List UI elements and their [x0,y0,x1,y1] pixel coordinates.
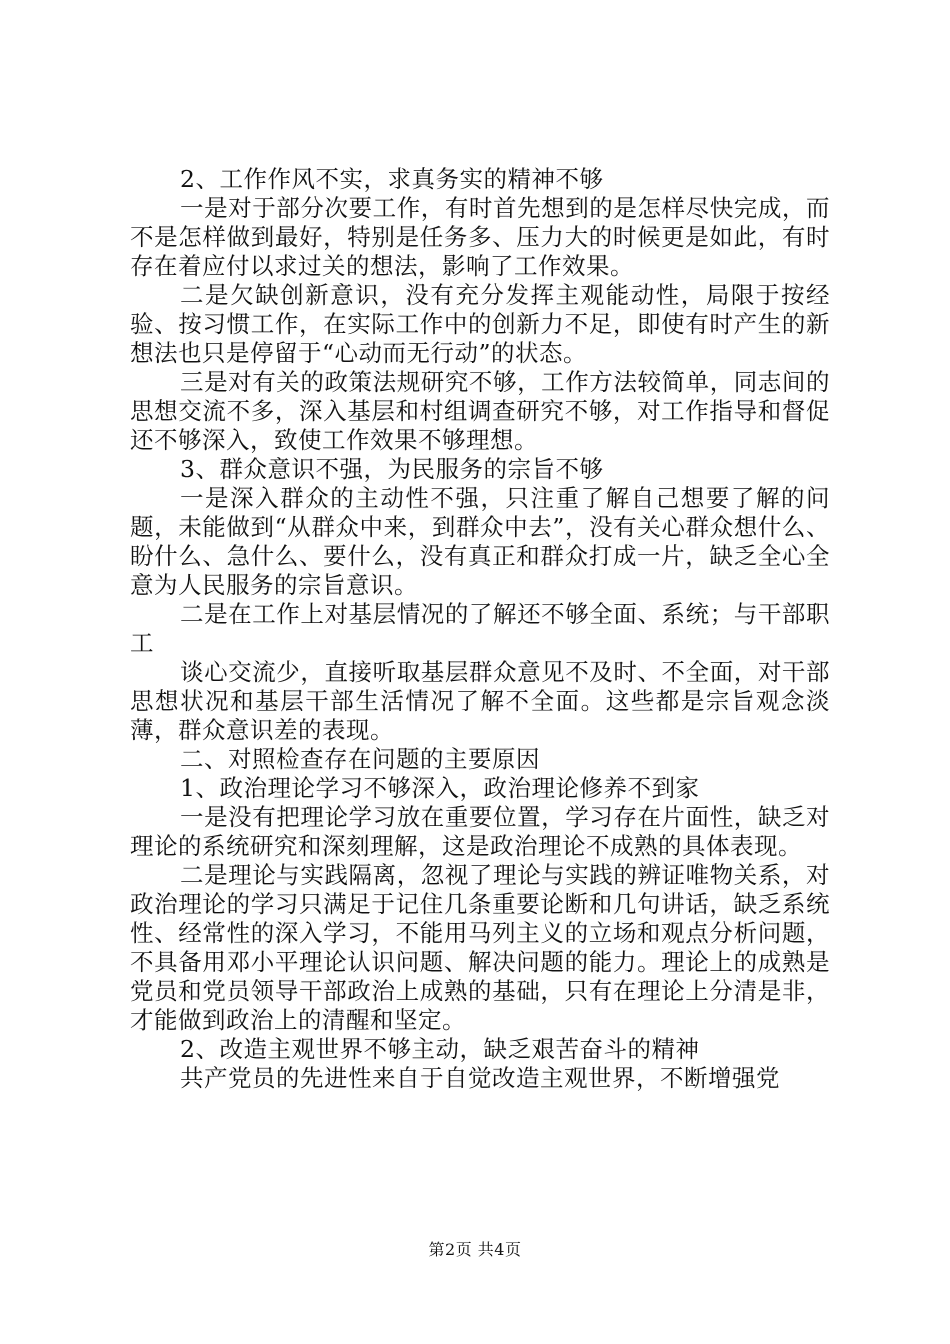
page-number: 第2页 共4页 [428,1240,522,1259]
body-paragraph: 谈心交流少，直接听取基层群众意见不及时、不全面，对干部思想状况和基层干部生活情况了解不全面。这些都是宗旨观念淡薄，群众意识差的表现。 [130,658,830,744]
body-paragraph: 二是欠缺创新意识，没有充分发挥主观能动性，局限于按经验、按习惯工作，在实际工作中的创新力不足，即使有时产生的新想法也只是停留于“心动而无行动”的状态。 [130,281,830,367]
body-paragraph: 三是对有关的政策法规研究不够，工作方法较简单，同志间的思想交流不多，深入基层和村组调查研究不够，对工作指导和督促还不够深入，致使工作效果不够理想。 [130,368,830,454]
body-paragraph: 二是在工作上对基层情况的了解还不够全面、系统；与干部职工 [130,600,830,657]
section-heading: 2、改造主观世界不够主动，缺乏艰苦奋斗的精神 [180,1035,700,1063]
body-paragraph: 二是理论与实践隔离，忽视了理论与实践的辨证唯物关系，对政治理论的学习只满足于记住几条重要论断和几句讲话，缺乏系统性、经常性的深入学习，不能用马列主义的立场和观点分析问题，不具备用邓小平理论认识问题、解决问题的能力。理论上的成熟是党员和党员领导干部政治上成熟的基础，只有在理论上分清是非，才能做到政治上的清醒和坚定。 [130,861,830,1034]
section-heading: 3、群众意识不强，为民服务的宗旨不够 [180,455,604,483]
section-heading: 1、政治理论学习不够深入，政治理论修养不到家 [180,774,700,802]
body-paragraph: 一是深入群众的主动性不强，只注重了解自己想要了解的问题，未能做到“从群众中来，到群众中去”，没有关心群众想什么、盼什么、急什么、要什么，没有真正和群众打成一片，缺乏全心全意为人民服务的宗旨意识。 [130,484,830,599]
body-paragraph: 一是对于部分次要工作，有时首先想到的是怎样尽快完成，而不是怎样做到最好，特别是任务多、压力大的时候更是如此，有时存在着应付以求过关的想法，影响了工作效果。 [130,194,830,280]
section-heading: 2、工作作风不实，求真务实的精神不够 [180,165,604,193]
document-body [130,165,830,1093]
body-paragraph: 共产党员的先进性来自于自觉改造主观世界，不断增强党 [180,1064,780,1092]
page-footer [0,1240,950,1260]
section-heading: 二、对照检查存在问题的主要原因 [180,745,540,773]
body-paragraph: 一是没有把理论学习放在重要位置，学习存在片面性，缺乏对理论的系统研究和深刻理解，这是政治理论不成熟的具体表现。 [130,803,830,860]
